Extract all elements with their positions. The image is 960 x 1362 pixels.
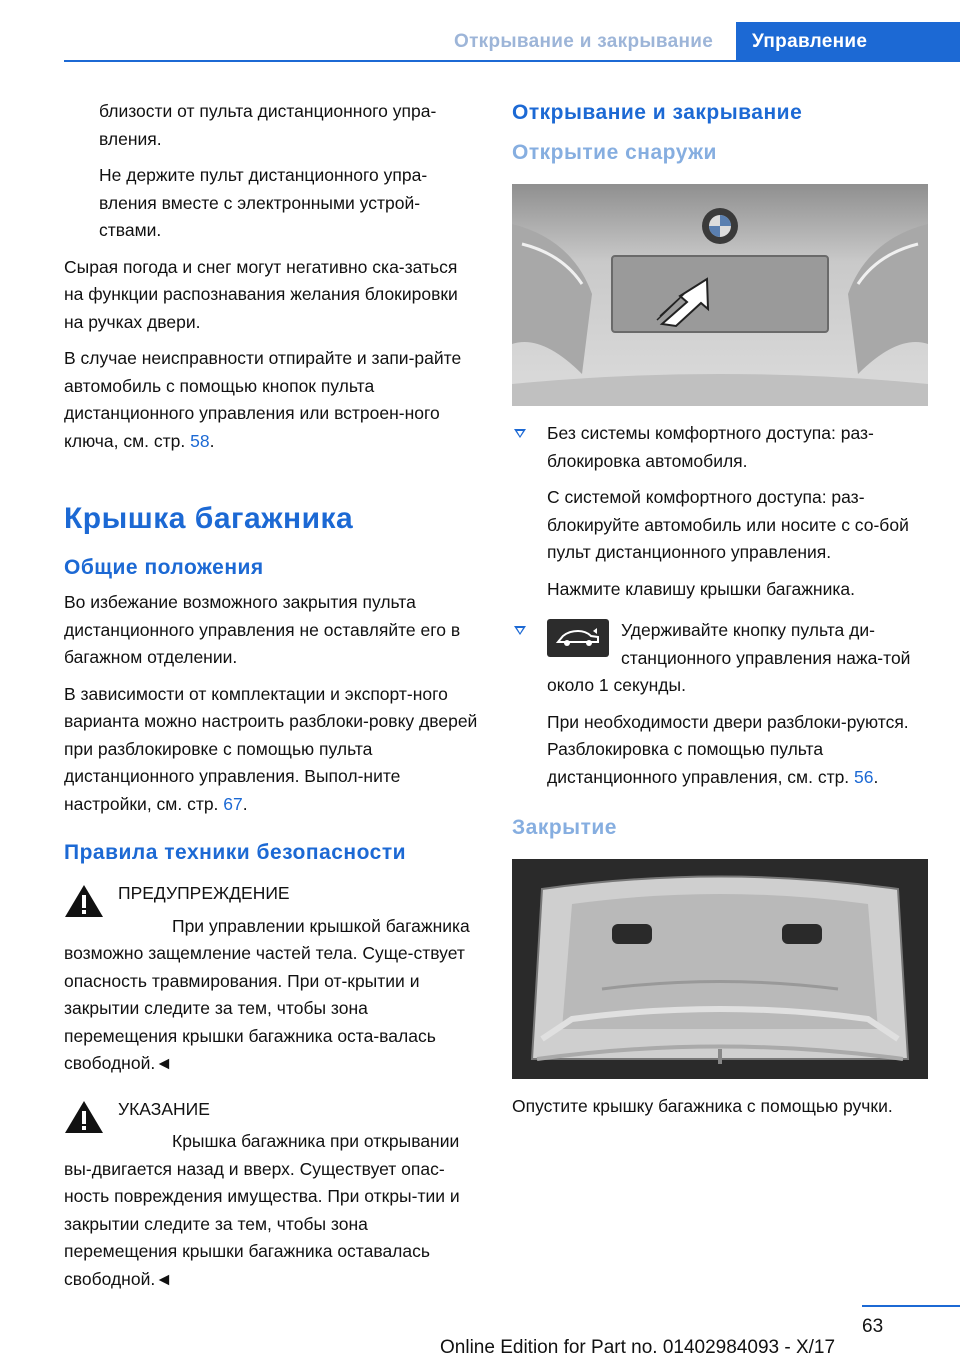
notice-block (64, 1096, 480, 1294)
page-link[interactable]: 67 (223, 793, 243, 814)
trunk-lid-opening-photo (512, 184, 928, 406)
notice-text: Крышка багажника при открывании вы-двигается назад и вверх. Существует опас-ность повреждения имущества. При откры-тии и закрытии следите за тем, чтобы зона перемещения крышки багажника оставалась свободной.◄ (64, 1131, 460, 1289)
paragraph: близости от пульта дистанционного упра-вления. (99, 101, 437, 149)
minor-heading: Открытие снаружи (512, 141, 717, 164)
subsection-heading: Открывание и закрывание (512, 101, 803, 124)
bullet-triangle-icon (514, 626, 526, 635)
paragraph: Опустите крышку багажника с помощью ручки. (512, 1096, 893, 1116)
paragraph-end: . (873, 766, 879, 787)
notice-title: УКАЗАНИЕ (118, 1098, 210, 1119)
paragraph-text: В случае неисправности отпирайте и запи-райте автомобиль с помощью кнопок пульта дистанционного управления или встроен-ного ключа, см. стр. (64, 348, 462, 451)
header-section-title: Открывание и закрывание (454, 31, 714, 52)
paragraph: Не держите пульт дистанционного упра-вления вместе с электронными устрой-ствами. (99, 165, 428, 240)
footer-edition: Online Edition for Part no. 01402984093 - X/17 (440, 1337, 836, 1358)
paragraph (547, 709, 928, 792)
right-column (512, 98, 928, 1130)
paragraph (64, 345, 480, 455)
subsection-heading: Правила техники безопасности (64, 841, 407, 864)
list-item (512, 420, 928, 603)
open-trunk-lid-photo (512, 859, 928, 1079)
header-rule (64, 60, 960, 62)
page-number: 63 (862, 1316, 884, 1337)
paragraph: Во избежание возможного закрытия пульта дистанционного управления не оставляйте его в багажном отделении. (64, 592, 461, 667)
warning-triangle-icon (64, 884, 104, 918)
warning-text: При управлении крышкой багажника возможно защемление частей тела. Суще-ствует опасность травмирования. При от-крытии и закрытии следите за тем, чтобы зона перемещения крышки багажника оста-валась свободной.◄ (64, 915, 470, 1073)
paragraph-text: В зависимости от комплектации и экспорт-ного варианта можно настроить разблоки-ровку дверей при разблокировке с помощью пульта дистанционного управления. Выпол-ните настройки, см. стр. (64, 683, 478, 814)
header-chapter-tab[interactable]: Управление (736, 22, 960, 62)
warning-block (64, 880, 480, 1078)
section-heading: Крышка багажника (64, 502, 354, 535)
paragraph: Сырая погода и снег могут негативно ска-заться на функции распознавания желания блокировки на ручках двери. (64, 256, 458, 332)
paragraph: С системой комфортного доступа: раз-блокируйте автомобиль или носите с со-бой пульт дистанционного управления. (547, 487, 909, 562)
list-item (512, 617, 928, 791)
page-link[interactable]: 56 (854, 766, 874, 787)
paragraph-end: . (242, 793, 248, 814)
bullet-triangle-icon (514, 429, 526, 438)
paragraph-text: При необходимости двери разблоки-руются. Разблокировка с помощью пульта дистанционного управления, см. стр. (547, 711, 909, 787)
paragraph-end: . (209, 430, 215, 451)
warning-title: ПРЕДУПРЕЖДЕНИЕ (118, 883, 290, 903)
warning-triangle-icon (64, 1100, 104, 1134)
paragraph (64, 681, 480, 819)
paragraph: Нажмите клавишу крышки багажника. (547, 578, 855, 599)
minor-heading: Закрытие (512, 816, 617, 839)
paragraph: Удерживайте кнопку пульта ди-станционного управления нажа-той около 1 секунды. (547, 620, 911, 695)
paragraph: Без системы комфортного доступа: раз-блокировка автомобиля. (547, 423, 874, 471)
left-column (64, 98, 480, 1302)
page-link[interactable]: 58 (190, 430, 210, 451)
subsection-heading: Общие положения (64, 556, 264, 579)
footer-rule (862, 1305, 960, 1307)
trunk-key-button-icon (547, 619, 609, 657)
